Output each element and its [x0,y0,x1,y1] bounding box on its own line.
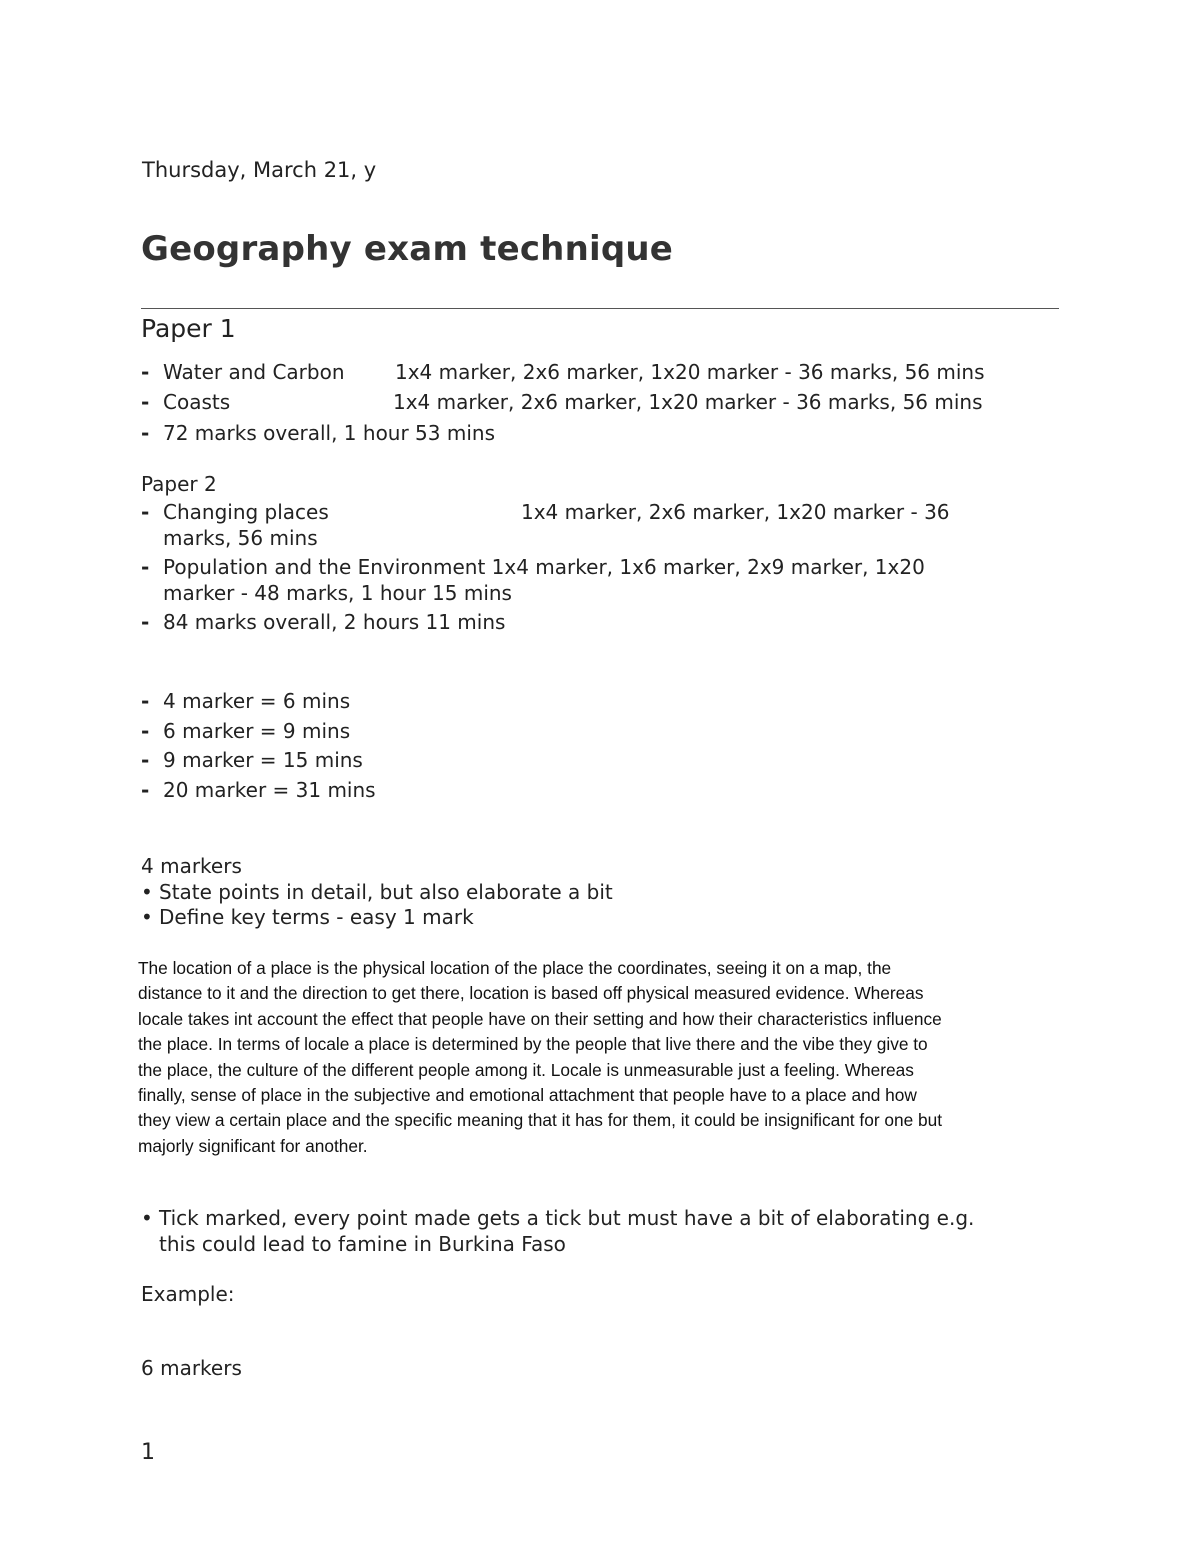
paragraph-line: finally, sense of place in the subjective and emotional attachment that people have to a place and how [138,1085,917,1106]
list-item [0,689,1200,715]
bullet-text-continued: this could lead to famine in Burkina Faso [159,1232,566,1256]
list-item [0,421,1200,447]
list-dash: - [141,719,150,743]
example-label: Example: [141,1282,235,1306]
bullet-dot: • [141,1206,153,1230]
list-item [0,880,1200,906]
timing-text: 6 marker = 9 mins [163,719,351,743]
list-dash: - [141,778,150,802]
list-dash: - [141,689,150,713]
list-item [0,555,1200,611]
timing-text: 4 marker = 6 mins [163,689,351,713]
bullet-text: Tick marked, every point made gets a tick but must have a bit of elaborating e.g. [159,1206,975,1230]
list-item [0,360,1200,386]
list-item [0,778,1200,804]
paper2-topic-label: Changing places [163,500,329,524]
page-title: Geography exam technique [141,229,674,269]
list-item [0,500,1200,556]
bullet-dot: • [141,905,153,929]
list-item [0,390,1200,416]
timing-text: 9 marker = 15 mins [163,748,363,772]
paragraph-line: majorly significant for another. [138,1135,368,1156]
list-dash: - [141,390,150,414]
list-item [0,905,1200,931]
timing-text: 20 marker = 31 mins [163,778,376,802]
page-number: 1 [141,1440,155,1465]
paragraph-line: the place, the culture of the different people among it. Locale is unmeasurable just a feeling. Whereas [138,1059,914,1080]
six-markers-heading: 6 markers [141,1356,242,1380]
paper2-summary: 84 marks overall, 2 hours 11 mins [163,610,506,634]
paragraph-line: distance to it and the direction to get there, location is based off physical measured evidence. Whereas [138,983,924,1004]
paragraph-line: they view a certain place and the specific meaning that it has for them, it could be insignificant for one but [138,1110,943,1131]
paper1-topic-label: Coasts [163,390,231,414]
bullet-text: State points in detail, but also elaborate a bit [159,880,613,904]
paper1-topic-detail: 1x4 marker, 2x6 marker, 1x20 marker - 36 marks, 56 mins [395,360,985,384]
paper2-topic-label: Population and the Environment 1x4 marker, 1x6 marker, 2x9 marker, 1x20 [163,555,925,579]
list-item [0,1206,1200,1262]
paper1-topic-label: Water and Carbon [163,360,345,384]
title-divider [141,308,1059,309]
list-item [0,748,1200,774]
list-item [0,719,1200,745]
paper1-topic-detail: 1x4 marker, 2x6 marker, 1x20 marker - 36 marks, 56 mins [393,390,983,414]
paragraph-line: The location of a place is the physical location of the place the coordinates, seeing it on a map, the [138,958,892,978]
example-answer-paragraph [138,956,1043,1159]
paper2-topic-continued: marks, 56 mins [163,526,318,550]
list-dash: - [141,360,150,384]
list-dash: - [141,500,150,524]
list-dash: - [141,555,150,579]
paragraph-line: locale takes int account the effect that people have on their setting and how their characteristics influence [138,1008,942,1029]
bullet-dot: • [141,880,153,904]
bullet-text: Define key terms - easy 1 mark [159,905,474,929]
list-dash: - [141,421,150,445]
paper1-heading: Paper 1 [141,314,236,343]
list-dash: - [141,748,150,772]
paragraph-line: the place. In terms of locale a place is determined by the people that live there and the vibe they give to [138,1034,928,1055]
paper2-topic-continued: marker - 48 marks, 1 hour 15 mins [163,581,512,605]
document-date: Thursday, March 21, y [142,158,377,182]
four-markers-heading: 4 markers [141,854,242,878]
paper1-summary: 72 marks overall, 1 hour 53 mins [163,421,496,445]
paper2-topic-detail: 1x4 marker, 2x6 marker, 1x20 marker - 36 [521,500,950,524]
list-dash: - [141,610,150,634]
list-item [0,610,1200,636]
paper2-heading: Paper 2 [141,472,217,496]
